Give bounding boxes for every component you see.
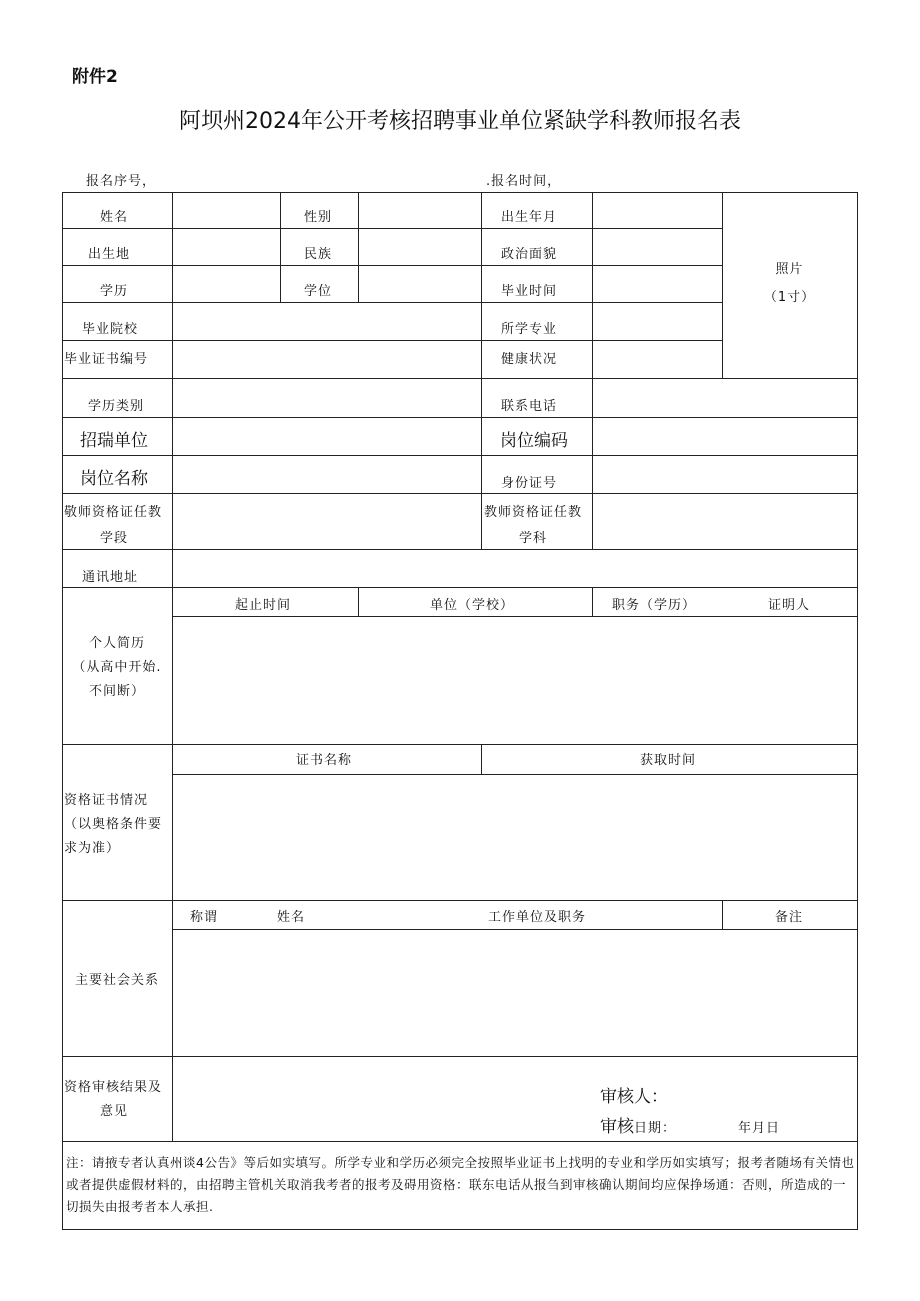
relations-col-work: 工作单位及职务 bbox=[488, 910, 587, 925]
photo-size-label: （1寸） bbox=[763, 290, 816, 305]
resume-col-witness: 证明人 bbox=[768, 598, 811, 613]
certs-col-time: 获取时间 bbox=[640, 753, 697, 768]
edu-type-label: 学历类别 bbox=[88, 399, 145, 414]
id-no-label: 身份证号 bbox=[501, 476, 558, 491]
resume-col-role: 职务（学历） bbox=[612, 598, 697, 613]
degree-label: 学位 bbox=[304, 284, 333, 299]
certs-label-1: 资格证书情况 bbox=[64, 793, 149, 808]
resume-label-1: 个人简历 bbox=[88, 636, 145, 651]
school-label: 毕业院校 bbox=[82, 322, 139, 337]
relations-col-name: 姓名 bbox=[277, 910, 306, 925]
relations-col-note: 备注 bbox=[775, 910, 804, 925]
certs-col-name: 证书名称 bbox=[296, 753, 353, 768]
reg-no-label: 报名序号， bbox=[86, 174, 157, 189]
review-date-text: 日期： bbox=[634, 1121, 677, 1136]
cert-no-label: 毕业证书编号 bbox=[64, 352, 149, 367]
grad-time-label: 毕业时间 bbox=[501, 284, 558, 299]
resume-col-unit: 单位（学校） bbox=[430, 598, 515, 613]
birth-date-label: 出生年月 bbox=[501, 210, 558, 225]
recruit-unit-label: 招瑞单位 bbox=[80, 431, 148, 451]
attachment-label: 附件2 bbox=[72, 67, 118, 87]
teacher-subject-label-1: 教师资格证任教 bbox=[484, 505, 583, 520]
resume-label-3: 不间断） bbox=[88, 684, 145, 699]
form-title: 阿坝州2024年公开考核招聘事业单位紧缺学科教师报名表 bbox=[179, 109, 741, 134]
relations-col-title: 称谓 bbox=[190, 910, 219, 925]
photo-label: 照片 bbox=[775, 262, 804, 277]
phone-label: 联系电话 bbox=[501, 399, 558, 414]
teacher-stage-label-2: 学段 bbox=[100, 531, 129, 546]
footer-note: 注：请掖专者认真州谈4公告》等后如实填写。所学专业和学历必须完全按照毕业证书上找明的专业和学历如实填写；报考者随场有关情也或者提供虚假材料的，由招聘主管机关取消我考者的报考及碍用资格：联东电话从报刍到审核确认期间均应保挣场通：否则，所造成的一切损失由报考者本人承担. bbox=[66, 1155, 855, 1214]
health-label: 健康状况 bbox=[501, 352, 558, 367]
teacher-stage-label-1: 敬师资格证任教 bbox=[64, 505, 163, 520]
reg-time-label: .报名时间， bbox=[486, 174, 562, 189]
education-label: 学历 bbox=[100, 284, 129, 299]
birthplace-label: 出生地 bbox=[88, 247, 131, 262]
review-date-units: 年月日 bbox=[738, 1121, 781, 1136]
review-label-1: 资格审核结果及 bbox=[64, 1080, 163, 1095]
political-label: 政治面貌 bbox=[501, 247, 558, 262]
certs-label-2: （以奥格条件要 bbox=[64, 817, 163, 832]
resume-col-time: 起止时间 bbox=[235, 598, 292, 613]
name-label: 姓名 bbox=[100, 210, 129, 225]
ethnicity-label: 民族 bbox=[304, 247, 333, 262]
resume-label-2: （从高中开始. bbox=[72, 660, 162, 675]
certs-label-3: 求为准） bbox=[64, 841, 121, 856]
post-code-label: 岗位编码 bbox=[500, 431, 568, 451]
post-name-label: 岗位名称 bbox=[80, 469, 148, 489]
major-label: 所学专业 bbox=[501, 322, 558, 337]
relations-label: 主要社会关系 bbox=[74, 973, 159, 988]
review-label-2: 意见 bbox=[100, 1104, 129, 1119]
teacher-subject-label-2: 学科 bbox=[519, 531, 548, 546]
reviewer-label: 审核人： bbox=[600, 1087, 668, 1107]
review-date-prefix: 审核 bbox=[600, 1117, 634, 1137]
gender-label: 性别 bbox=[304, 210, 333, 225]
review-date-label bbox=[600, 1119, 676, 1137]
address-label: 通讯地址 bbox=[82, 570, 139, 585]
